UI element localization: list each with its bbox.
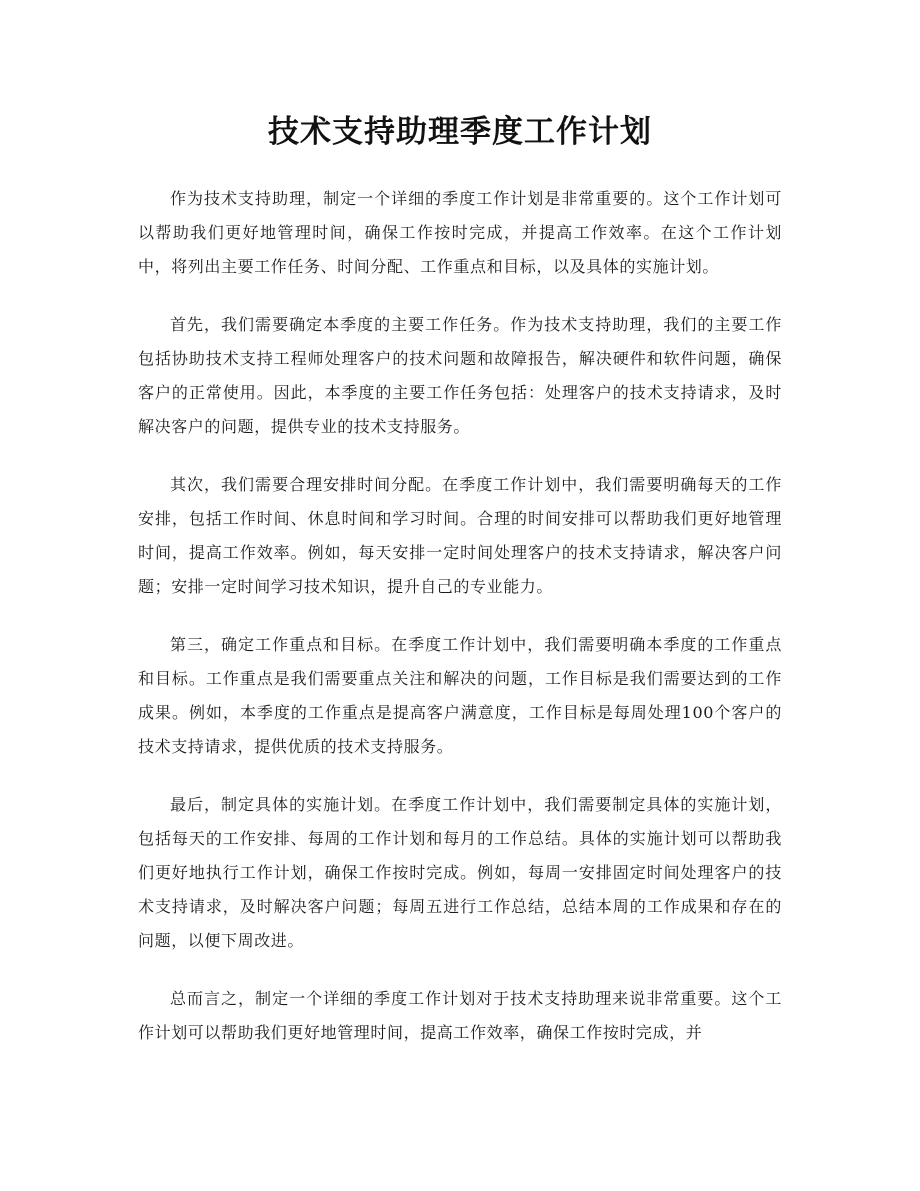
- paragraph-time-allocation: 其次，我们需要合理安排时间分配。在季度工作计划中，我们需要明确每天的工作安排，包括工作时间、休息时间和学习时间。合理的时间安排可以帮助我们更好地管理时间，提高工作效率。例如，每天安排一定时间处理客户的技术支持请求，解决客户问题；安排一定时间学习技术知识，提升自己的专业能力。: [138, 475, 782, 596]
- paragraph-conclusion: 总而言之，制定一个详细的季度工作计划对于技术支持助理来说非常重要。这个工作计划可以帮助我们更好地管理时间，提高工作效率，确保工作按时完成，并: [138, 989, 782, 1042]
- paragraph-main-tasks: 首先，我们需要确定本季度的主要工作任务。作为技术支持助理，我们的主要工作包括协助技术支持工程师处理客户的技术问题和故障报告，解决硬件和软件问题，确保客户的正常使用。因此，本季度的主要工作任务包括：处理客户的技术支持请求，及时解决客户的问题，提供专业的技术支持服务。: [138, 315, 782, 436]
- paragraph-intro: 作为技术支持助理，制定一个详细的季度工作计划是非常重要的。这个工作计划可以帮助我们更好地管理时间，确保工作按时完成，并提高工作效率。在这个工作计划中，将列出主要工作任务、时间分配、工作重点和目标，以及具体的实施计划。: [138, 189, 782, 276]
- paragraph-implementation: 最后，制定具体的实施计划。在季度工作计划中，我们需要制定具体的实施计划，包括每天的工作安排、每周的工作计划和每月的工作总结。具体的实施计划可以帮助我们更好地执行工作计划，确保工作按时完成。例如，每周一安排固定时间处理客户的技术支持请求，及时解决客户问题；每周五进行工作总结，总结本周的工作成果和存在的问题，以便下周改进。: [138, 795, 782, 950]
- document-body: [138, 182, 782, 1050]
- document-title: 技术支持助理季度工作计划: [268, 114, 652, 150]
- paragraph-focus-goals: 第三，确定工作重点和目标。在季度工作计划中，我们需要明确本季度的工作重点和目标。工作重点是我们需要重点关注和解决的问题，工作目标是我们需要达到的工作成果。例如，本季度的工作重点是提高客户满意度，工作目标是每周处理100个客户的技术支持请求，提供优质的技术支持服务。: [138, 635, 782, 756]
